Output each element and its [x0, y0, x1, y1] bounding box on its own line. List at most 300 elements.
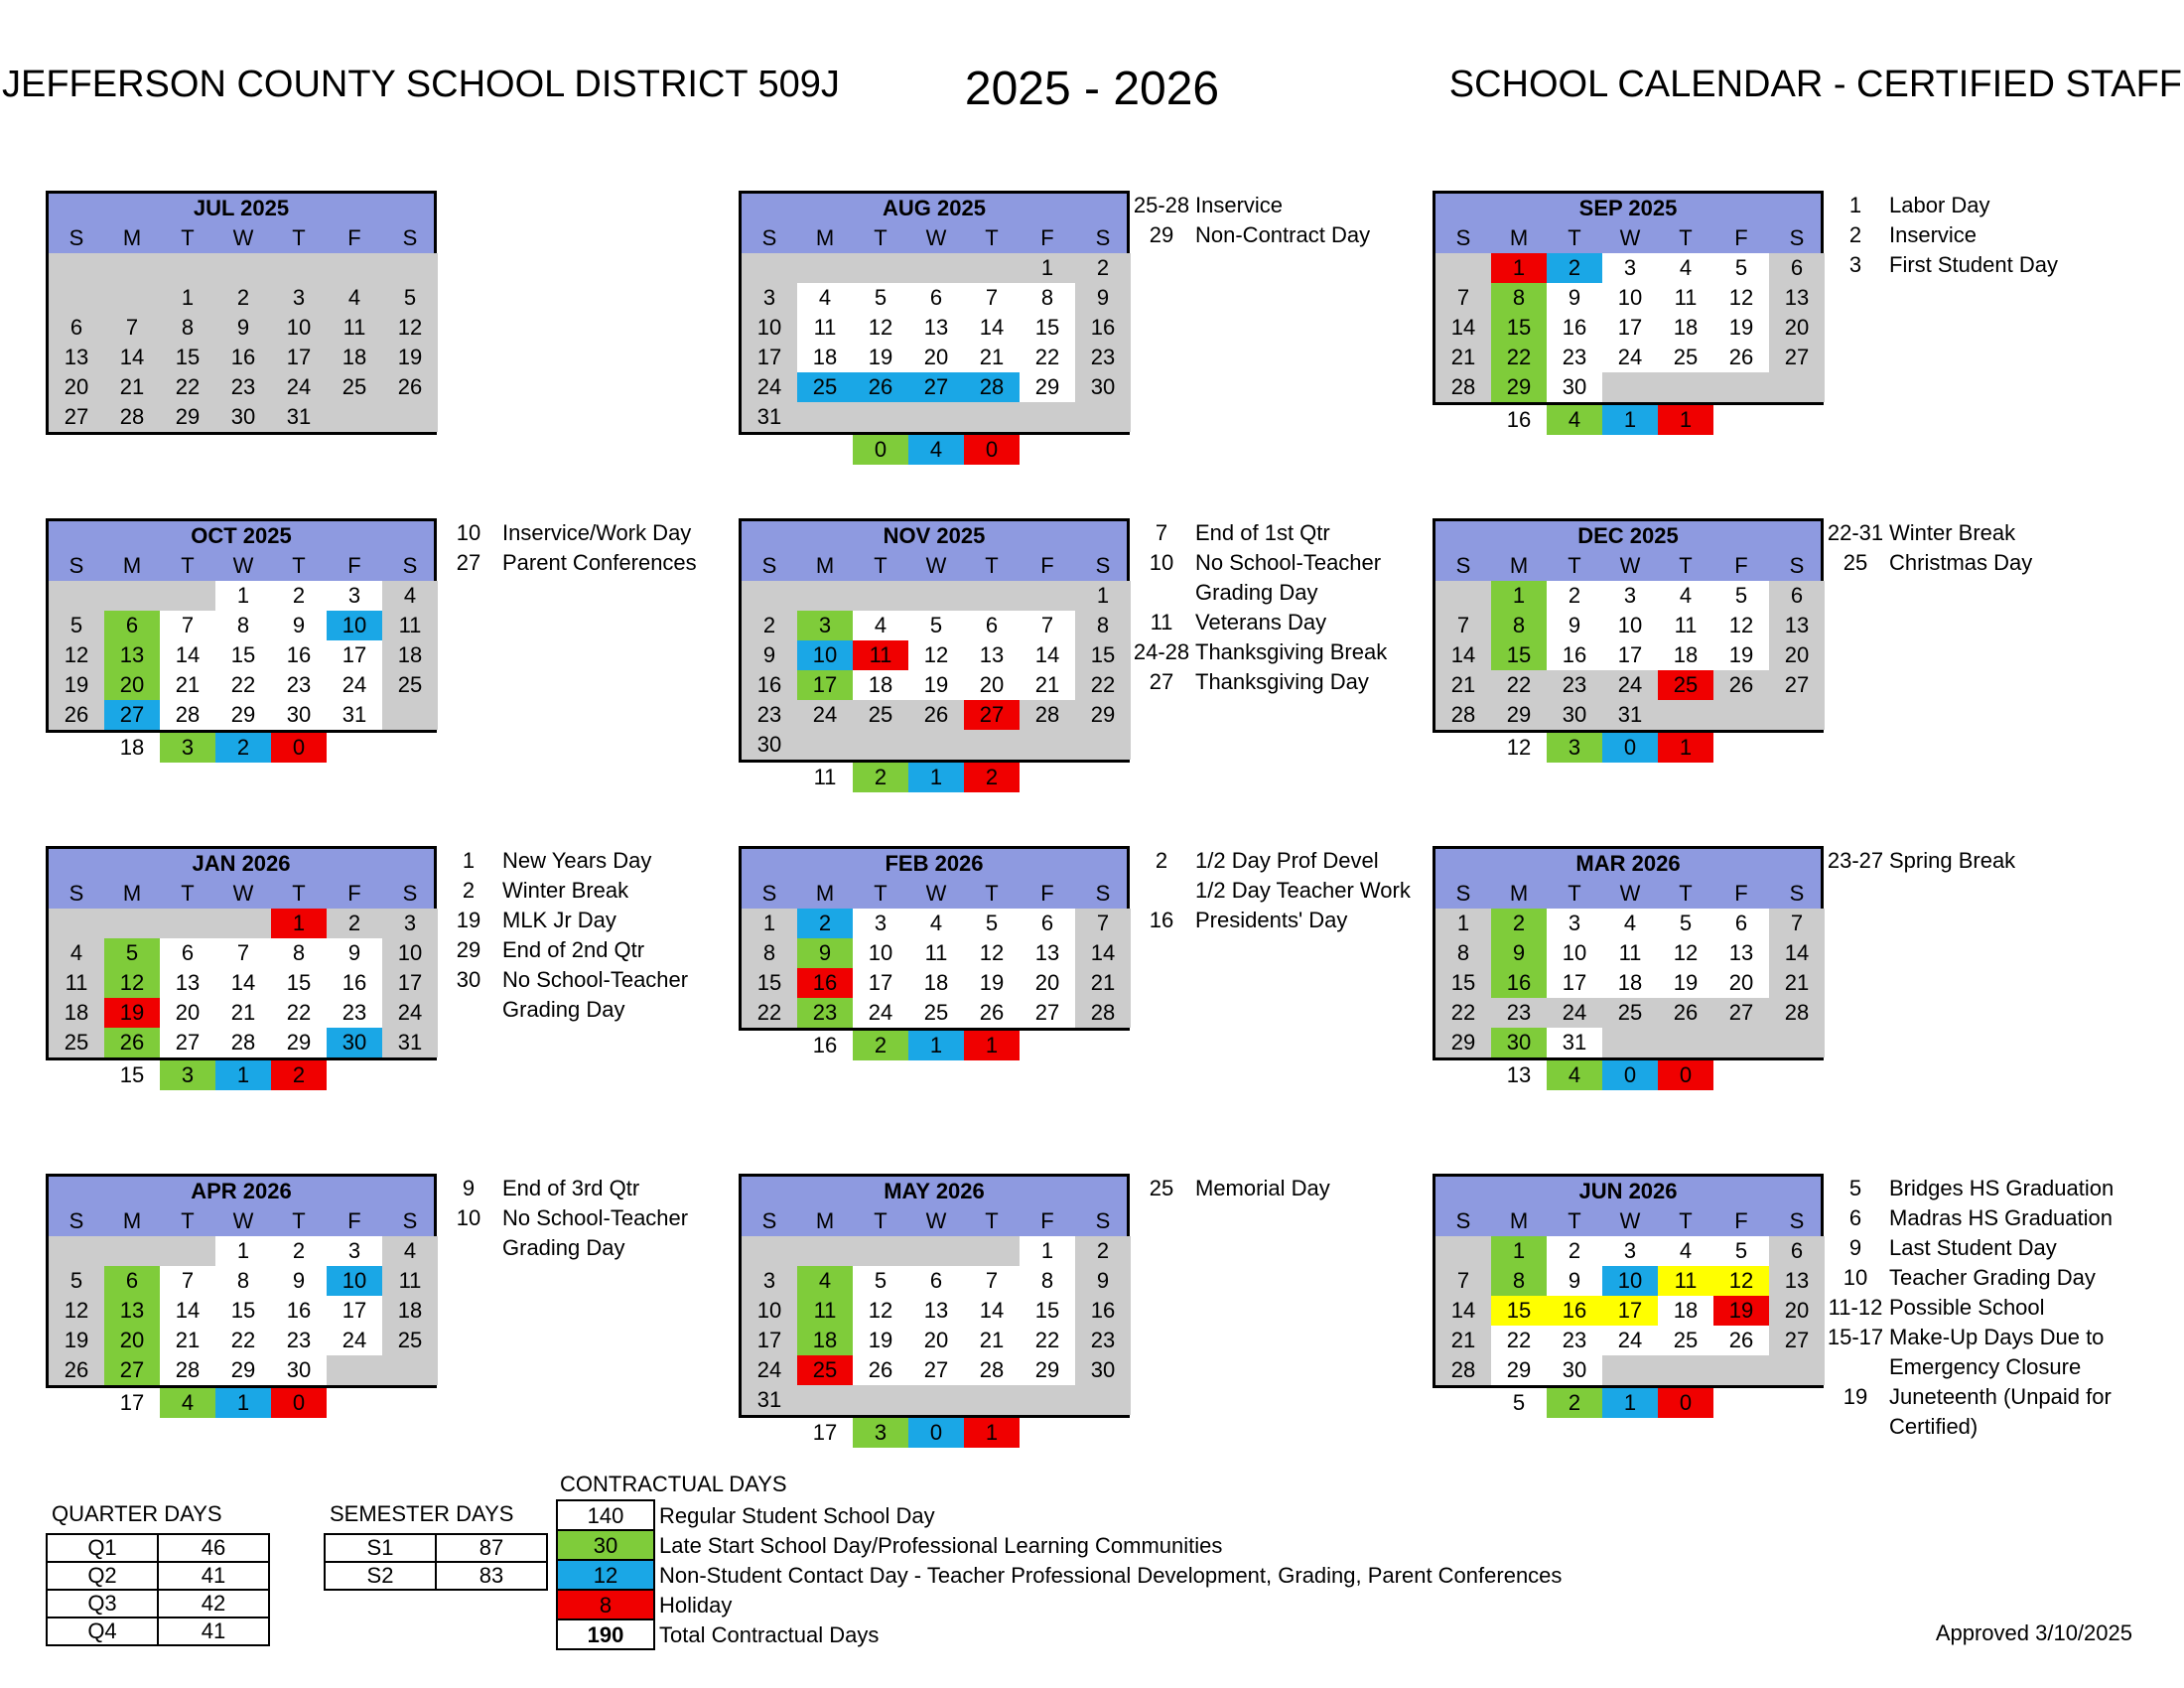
- month-notes: [1132, 191, 1370, 250]
- weekday-label: T: [874, 1208, 887, 1233]
- note-row: [439, 935, 688, 965]
- day-cell: 15: [1020, 1296, 1075, 1326]
- weekday-header: [742, 551, 1127, 581]
- day-cell: 17: [1547, 968, 1602, 998]
- day-cell: 7: [1020, 611, 1075, 640]
- day-cell: 16: [1491, 968, 1547, 998]
- note-text: Winter Break: [1889, 520, 2016, 545]
- day-cell: 29: [1075, 700, 1131, 730]
- weekday-label: T: [985, 225, 999, 250]
- day-cell: 17: [853, 968, 908, 998]
- day-cell: 18: [908, 968, 964, 998]
- month-calendar: [46, 518, 437, 763]
- day-cell: 31: [382, 1028, 438, 1057]
- day-cell: 26: [382, 372, 438, 402]
- day-cell: 12: [853, 1296, 908, 1326]
- day-cell: 3: [1602, 253, 1658, 283]
- day-cell: 10: [382, 938, 438, 968]
- day-cell: 1: [1020, 253, 1075, 283]
- day-cell: [327, 1355, 382, 1385]
- day-cell: [1769, 700, 1825, 730]
- day-cell: 19: [853, 343, 908, 372]
- note-row: [1826, 1174, 2114, 1203]
- day-cell: 7: [1075, 909, 1131, 938]
- month-total-cell: 3: [160, 1060, 215, 1090]
- day-cell: 18: [1658, 640, 1713, 670]
- day-cell: 25: [1658, 343, 1713, 372]
- day-cell: 16: [742, 670, 797, 700]
- day-cell: [1713, 372, 1769, 402]
- day-cell: 14: [1435, 640, 1491, 670]
- day-cell: 1: [742, 909, 797, 938]
- note-row: [1132, 1174, 1330, 1203]
- month-title: MAY 2026: [742, 1177, 1127, 1206]
- day-cell: 20: [1769, 1296, 1825, 1326]
- note-row: [1826, 220, 2058, 250]
- note-date: 23-27: [1827, 848, 1884, 873]
- day-cell: 16: [215, 343, 271, 372]
- day-cell: 28: [1435, 700, 1491, 730]
- weekday-label: W: [1619, 881, 1641, 906]
- day-cell: 8: [215, 611, 271, 640]
- month-totals: [1435, 1060, 1824, 1090]
- day-cell: 12: [908, 640, 964, 670]
- weekday-label: S: [1789, 1208, 1805, 1233]
- day-cell: [49, 1236, 104, 1266]
- day-cell: 20: [104, 1326, 160, 1355]
- day-count: 46: [158, 1534, 269, 1562]
- day-cell: 26: [853, 1355, 908, 1385]
- weekday-label: W: [232, 881, 254, 906]
- week-row: [742, 283, 1127, 313]
- note-text: Madras HS Graduation: [1889, 1205, 2113, 1230]
- day-count: 83: [436, 1562, 547, 1590]
- day-cell: 18: [1658, 1296, 1713, 1326]
- day-cell: [964, 253, 1020, 283]
- day-cell: 21: [964, 343, 1020, 372]
- contractual-count: 140: [556, 1499, 655, 1531]
- day-cell: 16: [1075, 1296, 1131, 1326]
- day-cell: 21: [1435, 1326, 1491, 1355]
- day-cell: 21: [1769, 968, 1825, 998]
- month-calendar: [1433, 191, 1824, 435]
- day-cell: 22: [215, 1326, 271, 1355]
- day-cell: 13: [1769, 1266, 1825, 1296]
- month-total-cell: [1769, 405, 1825, 435]
- day-cell: 20: [49, 372, 104, 402]
- day-cell: 21: [1435, 343, 1491, 372]
- month-total-cell: 5: [1491, 1388, 1547, 1418]
- month-totals: [742, 1418, 1130, 1448]
- note-date: 27: [456, 550, 481, 575]
- month-total-cell: 2: [853, 763, 908, 792]
- month-grid: [1433, 191, 1824, 405]
- month-total-cell: 1: [215, 1060, 271, 1090]
- day-cell: 18: [797, 1326, 853, 1355]
- day-cell: 28: [160, 1355, 215, 1385]
- week-row: [1435, 1266, 1821, 1296]
- month-total-cell: [382, 1388, 438, 1418]
- day-cell: [1602, 1028, 1658, 1057]
- note-row: [1826, 1323, 2114, 1352]
- day-cell: 14: [160, 1296, 215, 1326]
- day-cell: 4: [382, 1236, 438, 1266]
- day-cell: 24: [853, 998, 908, 1028]
- day-cell: 27: [49, 402, 104, 432]
- day-cell: 14: [104, 343, 160, 372]
- note-row: [1826, 191, 2058, 220]
- day-cell: 1: [1020, 1236, 1075, 1266]
- day-cell: 24: [742, 1355, 797, 1385]
- period-label: Q4: [47, 1618, 158, 1645]
- month-title: DEC 2025: [1435, 521, 1821, 551]
- weekday-label: W: [1619, 1208, 1641, 1233]
- day-cell: 25: [382, 1326, 438, 1355]
- period-label: Q3: [47, 1590, 158, 1618]
- week-row: [49, 1326, 434, 1355]
- day-cell: [215, 909, 271, 938]
- day-cell: 13: [49, 343, 104, 372]
- weekday-label: M: [122, 881, 142, 906]
- day-cell: 25: [327, 372, 382, 402]
- weekday-label: W: [1619, 225, 1641, 250]
- weekday-label: W: [232, 225, 254, 250]
- day-cell: 26: [49, 700, 104, 730]
- table-row: [47, 1618, 269, 1645]
- month-notes: [1826, 518, 2032, 578]
- day-cell: 25: [797, 372, 853, 402]
- note-row: [1132, 220, 1370, 250]
- table-row: [47, 1534, 269, 1562]
- day-cell: 5: [49, 1266, 104, 1296]
- day-cell: 7: [215, 938, 271, 968]
- week-row: [1435, 998, 1821, 1028]
- day-cell: 19: [853, 1326, 908, 1355]
- note-row: [1826, 518, 2032, 548]
- day-cell: 16: [271, 640, 327, 670]
- weekday-header: [742, 223, 1127, 253]
- day-cell: 29: [160, 402, 215, 432]
- day-cell: 18: [1658, 313, 1713, 343]
- day-cell: 15: [1020, 313, 1075, 343]
- month-calendar: [739, 191, 1130, 465]
- day-cell: 8: [1435, 938, 1491, 968]
- day-cell: 8: [1075, 611, 1131, 640]
- note-text: MLK Jr Day: [502, 908, 616, 932]
- day-cell: 3: [327, 581, 382, 611]
- day-cell: 6: [160, 938, 215, 968]
- weekday-label: S: [1095, 553, 1111, 578]
- day-cell: [382, 700, 438, 730]
- weekday-label: F: [1734, 553, 1748, 578]
- week-row: [1435, 1326, 1821, 1355]
- day-cell: 8: [1491, 1266, 1547, 1296]
- weekday-label: S: [761, 553, 777, 578]
- day-cell: 11: [327, 313, 382, 343]
- day-cell: 30: [327, 1028, 382, 1057]
- day-cell: 16: [1547, 313, 1602, 343]
- day-cell: 19: [908, 670, 964, 700]
- day-cell: 29: [1020, 1355, 1075, 1385]
- day-cell: 2: [271, 581, 327, 611]
- note-date: [439, 1233, 498, 1263]
- day-cell: 16: [1547, 1296, 1602, 1326]
- day-cell: 24: [327, 670, 382, 700]
- day-cell: 13: [104, 1296, 160, 1326]
- approved-date: Approved 3/10/2025: [1935, 1620, 2132, 1645]
- week-row: [742, 1266, 1127, 1296]
- day-cell: 4: [1658, 253, 1713, 283]
- day-cell: 15: [215, 640, 271, 670]
- weekday-label: T: [1679, 225, 1693, 250]
- day-cell: 28: [104, 402, 160, 432]
- note-date: 3: [1848, 252, 1862, 277]
- note-row: [439, 965, 688, 995]
- day-cell: 27: [1769, 670, 1825, 700]
- day-cell: 4: [1658, 1236, 1713, 1266]
- day-cell: 4: [327, 283, 382, 313]
- day-cell: 23: [797, 998, 853, 1028]
- note-text: Parent Conferences: [502, 550, 697, 575]
- month-totals: [742, 763, 1130, 792]
- day-cell: [104, 581, 160, 611]
- day-cell: 20: [964, 670, 1020, 700]
- week-row: [742, 372, 1127, 402]
- month-totals: [742, 1031, 1130, 1060]
- note-row: [1132, 876, 1411, 906]
- month-total-cell: [1075, 763, 1131, 792]
- day-cell: [853, 1385, 908, 1415]
- day-cell: 27: [908, 1355, 964, 1385]
- week-row: [742, 253, 1127, 283]
- month-total-cell: [1713, 1060, 1769, 1090]
- day-cell: 14: [1435, 1296, 1491, 1326]
- weekday-label: F: [1040, 881, 1054, 906]
- month-total-cell: [49, 1388, 104, 1418]
- day-cell: 10: [271, 313, 327, 343]
- note-row: [1132, 608, 1387, 637]
- note-text: Inservice: [1889, 222, 1978, 247]
- day-cell: 24: [1547, 998, 1602, 1028]
- day-cell: 21: [1020, 670, 1075, 700]
- day-cell: [382, 253, 438, 283]
- day-cell: 1: [1491, 253, 1547, 283]
- day-cell: 17: [382, 968, 438, 998]
- day-cell: 27: [104, 1355, 160, 1385]
- day-cell: 31: [742, 1385, 797, 1415]
- day-cell: [49, 909, 104, 938]
- note-row: [1826, 1382, 2114, 1412]
- note-date: [439, 995, 498, 1025]
- week-row: [742, 1385, 1127, 1415]
- weekday-label: S: [761, 225, 777, 250]
- table-row: [325, 1562, 547, 1590]
- day-cell: 5: [853, 1266, 908, 1296]
- day-cell: [382, 1355, 438, 1385]
- day-cell: 13: [1769, 283, 1825, 313]
- note-date: 25-28: [1133, 193, 1190, 217]
- day-cell: 18: [382, 640, 438, 670]
- month-total-cell: 4: [908, 435, 964, 465]
- day-cell: 10: [1602, 283, 1658, 313]
- weekday-label: M: [1509, 225, 1529, 250]
- day-cell: 30: [1075, 1355, 1131, 1385]
- day-cell: 6: [1713, 909, 1769, 938]
- week-row: [742, 581, 1127, 611]
- weekday-label: M: [815, 881, 835, 906]
- day-cell: 25: [1658, 670, 1713, 700]
- weekday-label: S: [68, 225, 84, 250]
- day-cell: 30: [742, 730, 797, 760]
- day-cell: 30: [271, 1355, 327, 1385]
- note-text: Emergency Closure: [1889, 1354, 2082, 1379]
- month-total-cell: 0: [1602, 1060, 1658, 1090]
- weekday-label: M: [122, 1208, 142, 1233]
- day-cell: 4: [1602, 909, 1658, 938]
- day-cell: 29: [1491, 1355, 1547, 1385]
- weekday-label: T: [1679, 1208, 1693, 1233]
- day-cell: 3: [853, 909, 908, 938]
- day-cell: 3: [797, 611, 853, 640]
- day-cell: 18: [382, 1296, 438, 1326]
- day-cell: 16: [1075, 313, 1131, 343]
- week-row: [1435, 1236, 1821, 1266]
- weekday-label: F: [347, 553, 361, 578]
- day-cell: 31: [271, 402, 327, 432]
- month-total-cell: 16: [797, 1031, 853, 1060]
- note-text: Spring Break: [1889, 848, 2016, 873]
- day-cell: 8: [215, 1266, 271, 1296]
- day-cell: 17: [327, 1296, 382, 1326]
- day-cell: [1769, 1028, 1825, 1057]
- weekday-label: S: [1095, 1208, 1111, 1233]
- month-calendar: [46, 191, 437, 435]
- weekday-label: M: [1509, 1208, 1529, 1233]
- day-cell: 4: [382, 581, 438, 611]
- month-total-cell: [1075, 435, 1131, 465]
- month-totals: [1435, 405, 1824, 435]
- day-cell: 30: [271, 700, 327, 730]
- day-cell: 23: [271, 1326, 327, 1355]
- day-cell: 15: [215, 1296, 271, 1326]
- note-text: Thanksgiving Day: [1195, 669, 1369, 694]
- week-row: [49, 670, 434, 700]
- day-cell: 23: [327, 998, 382, 1028]
- day-cell: 11: [1658, 1266, 1713, 1296]
- day-cell: 6: [908, 1266, 964, 1296]
- contractual-row: [556, 1591, 1562, 1620]
- weekday-label: F: [347, 1208, 361, 1233]
- day-cell: 25: [908, 998, 964, 1028]
- day-cell: 21: [215, 998, 271, 1028]
- day-cell: 1: [1491, 581, 1547, 611]
- day-cell: 9: [215, 313, 271, 343]
- day-cell: 2: [215, 283, 271, 313]
- day-cell: 3: [1602, 581, 1658, 611]
- day-cell: 25: [1658, 1326, 1713, 1355]
- month-total-cell: 2: [1547, 1388, 1602, 1418]
- weekday-label: S: [1789, 553, 1805, 578]
- day-cell: 2: [327, 909, 382, 938]
- month-grid: [739, 1174, 1130, 1418]
- day-cell: 15: [271, 968, 327, 998]
- day-cell: [1602, 1355, 1658, 1385]
- note-text: Labor Day: [1889, 193, 1990, 217]
- day-cell: 15: [742, 968, 797, 998]
- day-cell: 26: [964, 998, 1020, 1028]
- day-cell: 5: [1713, 253, 1769, 283]
- weekday-label: T: [292, 881, 306, 906]
- weekday-label: W: [925, 225, 947, 250]
- day-cell: 9: [1075, 283, 1131, 313]
- day-cell: 8: [1020, 1266, 1075, 1296]
- day-cell: 24: [271, 372, 327, 402]
- weekday-label: T: [181, 881, 195, 906]
- weekday-label: T: [874, 881, 887, 906]
- note-text: Juneteenth (Unpaid for: [1889, 1384, 2112, 1409]
- contractual-days-label: CONTRACTUAL DAYS: [560, 1472, 787, 1496]
- day-cell: 19: [964, 968, 1020, 998]
- day-cell: 7: [964, 283, 1020, 313]
- day-cell: [49, 581, 104, 611]
- note-date: 24-28: [1133, 639, 1190, 664]
- day-cell: 10: [797, 640, 853, 670]
- month-total-cell: 18: [104, 733, 160, 763]
- day-cell: 5: [1713, 581, 1769, 611]
- note-text: Possible School: [1889, 1295, 2045, 1320]
- day-cell: 28: [1020, 700, 1075, 730]
- day-cell: 10: [742, 313, 797, 343]
- week-row: [742, 1296, 1127, 1326]
- day-cell: 9: [327, 938, 382, 968]
- month-grid: [46, 846, 437, 1060]
- month-totals: [49, 1060, 437, 1090]
- note-row: [1826, 1203, 2114, 1233]
- weekday-label: S: [761, 1208, 777, 1233]
- day-cell: 21: [104, 372, 160, 402]
- day-cell: 9: [1075, 1266, 1131, 1296]
- weekday-label: T: [1568, 1208, 1581, 1233]
- month-title: MAR 2026: [1435, 849, 1821, 879]
- day-cell: [964, 730, 1020, 760]
- month-total-cell: 13: [1491, 1060, 1547, 1090]
- day-cell: 5: [1713, 1236, 1769, 1266]
- note-row: [1132, 667, 1387, 697]
- month-total-cell: 15: [104, 1060, 160, 1090]
- month-notes: [1826, 191, 2058, 280]
- month-calendar: [1433, 1174, 1824, 1418]
- note-text: Bridges HS Graduation: [1889, 1176, 2115, 1200]
- day-cell: 18: [1602, 968, 1658, 998]
- month-total-cell: 0: [964, 435, 1020, 465]
- day-cell: 24: [797, 700, 853, 730]
- day-cell: 4: [797, 283, 853, 313]
- week-row: [49, 998, 434, 1028]
- note-row: [439, 846, 688, 876]
- day-cell: 23: [1075, 343, 1131, 372]
- month-total-cell: [1020, 435, 1075, 465]
- month-totals: [49, 733, 437, 763]
- day-cell: 5: [104, 938, 160, 968]
- day-cell: 13: [908, 1296, 964, 1326]
- day-cell: 4: [49, 938, 104, 968]
- weekday-label: W: [1619, 553, 1641, 578]
- day-cell: [964, 1236, 1020, 1266]
- day-cell: 6: [1020, 909, 1075, 938]
- note-date: 27: [1149, 669, 1174, 694]
- day-cell: 22: [1020, 1326, 1075, 1355]
- month-notes: [1826, 1174, 2114, 1442]
